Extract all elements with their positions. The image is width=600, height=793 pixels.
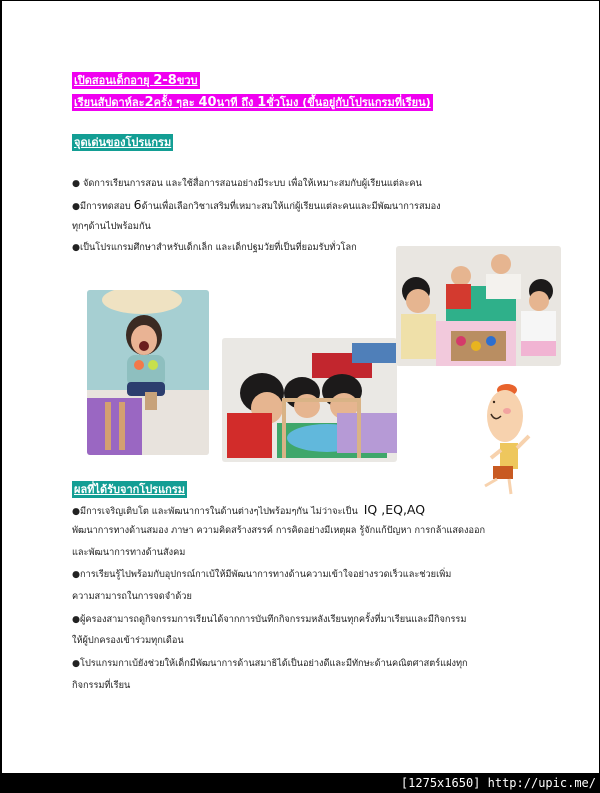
banner-text: เปิดสอนเด็กอายุ xyxy=(74,74,154,87)
result-item-continuation: กิจกรรมที่เรียน xyxy=(72,680,131,691)
photo-children-table xyxy=(396,246,561,366)
bullet-icon: ● xyxy=(72,569,81,580)
result-item xyxy=(72,613,466,627)
photo-child-laughing xyxy=(87,290,209,455)
egg-boy-mascot-icon xyxy=(467,378,542,498)
age-range-banner xyxy=(72,72,200,89)
highlight-item-continuation: ทุกๆด้านไปพร้อมกัน xyxy=(72,221,151,232)
banner-text: ครั้ง ๆละ xyxy=(153,96,199,109)
document-page xyxy=(2,1,599,773)
result-item xyxy=(72,657,468,671)
banner-number: 1 xyxy=(257,95,267,110)
item-text: มีการเจริญเติบโต และพัฒนาการในด้านต่างๆไปพร้อมๆกัน ไม่ว่าจะเป็น xyxy=(80,506,358,517)
result-item-continuation: และพัฒนาการทางด้านสังคม xyxy=(72,547,186,558)
item-text: ผู้ครองสามารถดูกิจกรรมการเรียนได้จากการบันทึกกิจกรรมหลังเรียนทุกครั้งที่มาเรียนและมีกิจกรรม xyxy=(80,614,467,625)
item-text: จัดการเรียนการสอน และใช้สื่อการสอนอย่างมีระบบ เพื่อให้เหมาะสมกับผู้เรียนแต่ละคน xyxy=(80,178,422,189)
bullet-icon: ● xyxy=(72,242,81,253)
bullet-icon: ● xyxy=(72,614,81,625)
iq-eq-aq-label: IQ ,EQ,AQ xyxy=(363,502,426,517)
banner-text: ขวบ xyxy=(176,74,198,87)
image-host-footer: [1275x1650] http://upic.me/ xyxy=(400,776,596,790)
item-text: เป็นโปรแกรมศึกษาสำหรับเด็กเล็ก และเด็กปฐมวัยที่เป็นที่ยอมรับทั่วโลก xyxy=(80,242,357,253)
mascot-illustration xyxy=(467,378,542,498)
bullet-icon: ● xyxy=(72,201,81,212)
schedule-banner xyxy=(72,94,433,111)
banner-text: ชั่วโมง (ขึ้นอยู่กับโปรแกรมที่เรียน) xyxy=(266,96,431,109)
highlight-item xyxy=(72,177,422,191)
photo-children-frame xyxy=(222,338,397,462)
banner-text: เรียนสัปดาห์ละ xyxy=(74,96,145,109)
item-text: โปรแกรมกาเบ้ยังช่วยให้เด็กมีพัฒนาการด้านสมาธิได้เป็นอย่างดีและมีทักษะด้านคณิตศาสตร์แฝงทุก xyxy=(80,658,468,669)
item-number: 6 xyxy=(133,197,142,212)
item-text: การเรียนรู้ไปพร้อมกับอุปกรณ์กาเบ้ให้มีพัฒนาการทางด้านความเข้าใจอย่างรวดเร็วและช่วยเพิ่ม xyxy=(80,569,452,580)
results-heading: ผลที่ได้รับจากโปรแกรม xyxy=(74,483,185,496)
result-item-continuation: ให้ผู้ปกครองเข้าร่วมทุกเดือน xyxy=(72,635,184,646)
highlights-heading: จุดเด่นของโปรแกรม xyxy=(74,136,172,149)
result-item-continuation: พัฒนาการทางด้านสมอง ภาษา ความคิดสร้างสรรค์ การคิดอย่างมีเหตุผล รู้จักแก้ปัญหา การกล้าแสดงออก xyxy=(72,525,486,536)
bullet-icon: ● xyxy=(72,658,81,669)
item-text: ด้านเพื่อเลือกวิชาเสริมที่เหมาะสมให้แก่ผู้เรียนแต่ละคนและมีพัฒนาการสมอง xyxy=(141,201,441,212)
bullet-icon: ● xyxy=(72,178,81,189)
banner-text: นาที ถึง xyxy=(216,96,258,109)
photo1-illustration xyxy=(87,290,209,455)
highlight-item xyxy=(72,198,441,214)
result-item xyxy=(72,503,425,519)
banner-number: 2 xyxy=(144,95,154,110)
banner-number: 2-8 xyxy=(153,73,177,88)
bullet-icon: ● xyxy=(72,506,81,517)
photo3-illustration xyxy=(396,246,561,366)
banner-number: 40 xyxy=(198,95,217,110)
result-item-continuation: ความสามารถในการจดจำด้วย xyxy=(72,591,192,602)
photo2-illustration xyxy=(222,338,397,462)
result-item xyxy=(72,568,451,582)
item-text: มีการทดสอบ xyxy=(80,201,134,212)
highlight-item xyxy=(72,241,357,255)
